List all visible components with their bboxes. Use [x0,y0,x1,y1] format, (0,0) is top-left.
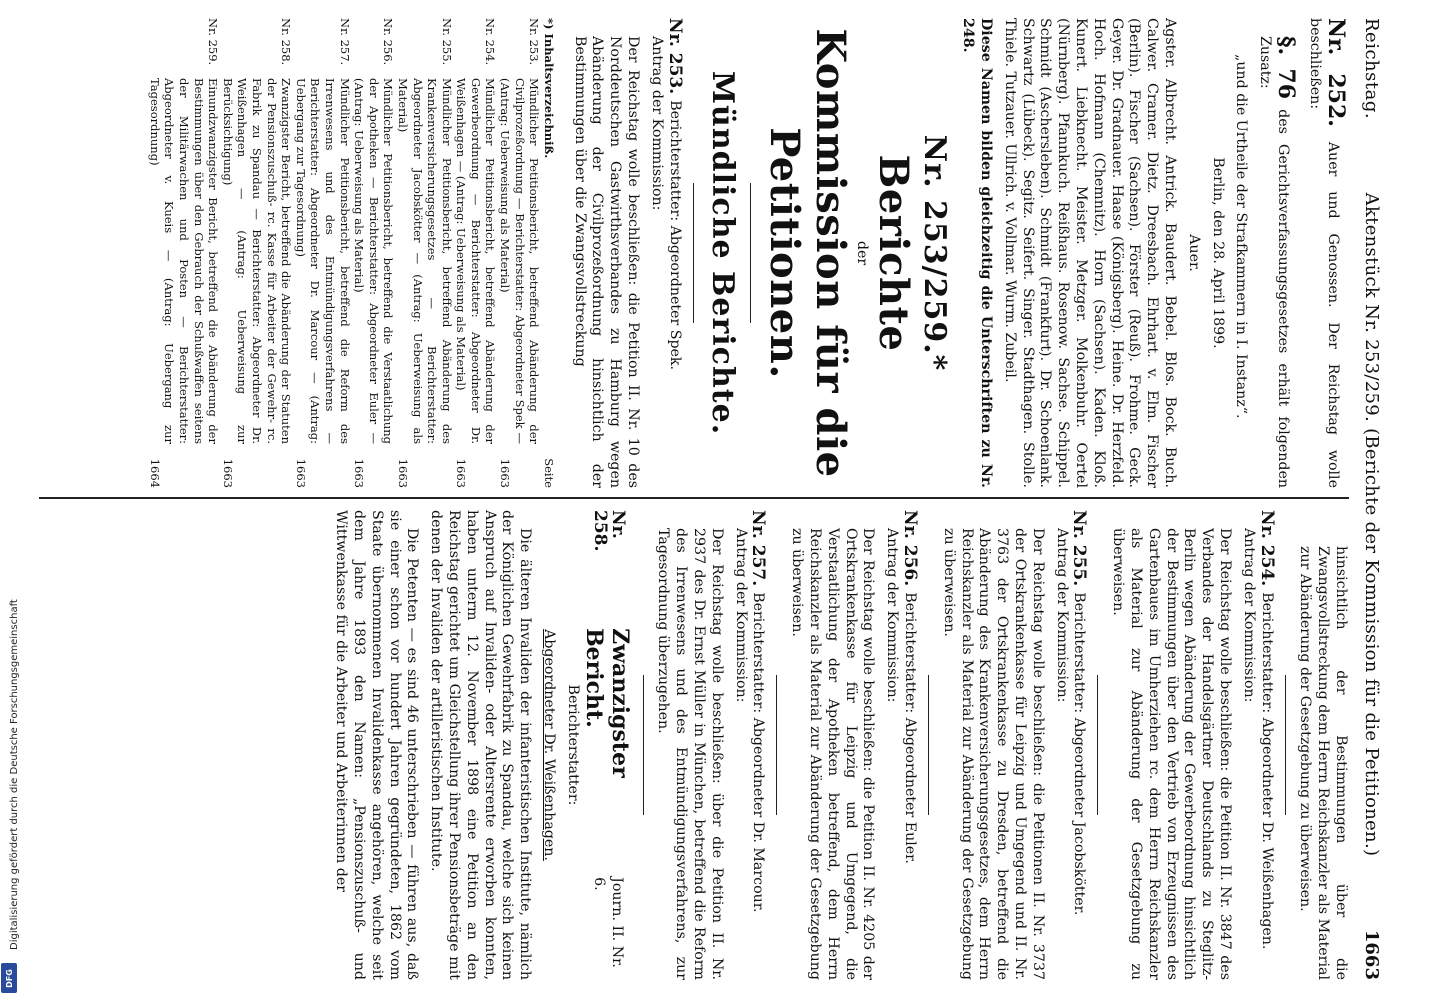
nr258-journal: Journ. II. Nr. 6. [590,877,625,968]
nr254-antrag: Antrag der Kommission: [1240,528,1257,703]
digitization-credit: Digitalisierung gefördert durch die Deutsche Forschungsgemeinschaft [9,599,20,950]
toc-number: Nr. 254. [483,18,498,66]
nr253-header [665,18,683,488]
toc-row [147,18,220,488]
nr254-header [1257,510,1275,980]
nr253-text: Der Reichstag wolle beschließen: die Petition II. Nr. 10 des Norddeutschen Gastwirthsverbandes zu Hamburg wegen Abänderung der Civilprozeßordnung hinsichtlich der Bestimmungen über die Zwangsvollstreckung [571,36,642,488]
kommission-title: Kommission für die Petitionen. [760,28,854,478]
para76-heading: §. 76 [1273,36,1300,100]
toc-row [220,18,293,488]
divider-rule-7 [643,675,644,815]
toc-row [293,18,351,488]
toc-page: 1663 [293,458,308,488]
toc-number: Nr. 258. [279,18,294,66]
toc-row [395,18,453,488]
toc-page: 1663 [220,458,235,488]
nr252-heading: Nr. 252. [1323,18,1349,127]
nr253-heading: Nr. 253. [664,18,685,95]
der-word: der [854,240,871,266]
nr255-heading: Nr. 255. [1069,510,1090,587]
para76-quote: „und die Urtheile der Strafkammern in I. Instanz“. [1233,54,1250,419]
toc-text: Mündlicher Petitionsbericht, betreffend Abänderung der Gewerbeordnung — Berichterstatter: Abgeordneter Dr. Weißenhagen — (Antrag: Ueberweisung als Material) [454,78,498,444]
toc-page: 1663 [454,458,469,488]
toc-text: Mündlicher Petitionsbericht, betreffend die Verstaatlichung der Apotheken — Berichterstatter: Abgeordneter Euler — (Antrag: Ueberweisung als Material) [352,78,396,444]
toc-text: Mündlicher Petitionsbericht, betreffend Abänderung des Krankenversicherungsgesetzes — Berichterstatter: Abgeordneter Jacobskötter — (Antrag: Ueberweisung als Material) [395,78,454,444]
divider-rule-4 [1097,675,1098,815]
nr257-header [749,510,767,980]
nr256-antrag: Antrag der Kommission: [884,528,901,703]
dfg-logo-text: DFG [4,968,14,988]
toc-title: *) Inhaltsverzeichniß. [541,18,556,159]
nr254-heading: Nr. 254. [1256,510,1277,587]
scanned-page [20,10,1395,990]
nr257-antrag: Antrag der Kommission: [732,528,749,703]
column-divider [39,497,1349,499]
place-date: Berlin, den 28. April 1899. [1209,157,1226,349]
nr252-intro [1305,18,1349,488]
toc-header [541,18,556,488]
nr258-paragraph-1: Die älteren Invaliden der infanteristischen Institute, nämlich der Königlichen Gewehrfabrik zu Spandau, welche sich keinen Anspruch auf Invaliden- oder Altersrente erworben konnten, haben unterm 12. November 1898 eine Petition an den Reichstag gerichtet um Gleichstellung ihrer Pensionsbeträge mit denen der Invaliden der artilleristischen Institute. [428,510,534,980]
nr256-heading: Nr. 256. [900,510,921,587]
nr258-header [581,510,633,980]
toc-row [498,18,542,488]
auer-signature: Auer. [1185,234,1202,272]
nr253-antrag: Antrag der Kommission: [648,36,665,211]
toc-text: Mündlicher Petitionsbericht, betreffend Abänderung der Civilprozeßordnung — Berichterstatter: Abgeordneter Spek — (Antrag: Ueberweisung als Material) [498,78,542,444]
toc-number: Nr. 257. [337,18,352,66]
toc-row [454,18,498,488]
toc-row [352,18,396,488]
nr254-reporter: Berichterstatter: Abgeordneter Dr. Weißenhagen. [1258,592,1275,950]
toc-seite: Seite [541,458,556,488]
nr257-heading: Nr. 257. [748,510,769,587]
berichte-title: Berichte [870,154,918,352]
divider-rule-3 [1285,675,1286,815]
para76-text: des Gerichtsverfassungsgesetzes erhält folgenden Zusatz: [1257,36,1292,488]
nr258-reporter: Abgeordneter Dr. Weißenhagen. [540,629,557,861]
toc-page: 1663 [395,458,410,488]
muendliche-berichte-heading: Mündliche Berichte. [704,70,740,436]
para76 [1255,18,1299,488]
toc-number: Nr. 259. [206,18,221,66]
toc-number: Nr. 255. [439,18,454,66]
toc-page: 1663 [352,458,367,488]
signatory-names: Agster. Albrecht. Antrick. Baudert. Bebel. Blos. Bock. Buch. Calwer. Cramer. Dietz. Dreesbach. Ehrhart. v. Elm. Fischer (Berlin). Fischer (Sachsen). Förster (Reuß). Frohme. Geck. Geyer. Dr. Gradnauer. Haase (Königsberg). Heine. Dr. Herzfeld. Hoch. Hofmann (Chemnitz). Horn (Sachsen). Kaden. Kloß. Kunert. Liebknecht. Meister. Metzger. Molkenbuhr. Oertel (Nürnberg). Pfannkuch. Reißhaus. Rosenow. Sachse. Schippel. Schmidt (Aschersleben). Schmidt (Frankfurt). Dr. Schoenlank. Schwartz (Lübeck). Segitz. Seifert. Singer. Stadthagen. Stolle. Thiele. Tutzauer. Ullrich. v. Vollmar. Wurm. Zubeil. [1001,18,1179,488]
page-number: 1663 [1360,929,1382,980]
nr255-header [1070,510,1088,980]
nr253-reporter: Berichterstatter: Abgeordneter Spek. [666,100,683,371]
signature-note: Diese Namen bilden gleichzeitig die Unterschriften zu Nr. 248. [960,18,995,488]
nr255-reporter: Berichterstatter: Abgeordneter Jacobskötter. [1071,592,1088,916]
nr256-text: Der Reichstag wolle beschließen: die Petition II. Nr. 4205 der Ortskrankenkasse für Leipzig und Umgegend, die Verstaatlichung der Apotheken betreffend, dem Herrn Reichskanzler als Material zur Abänderung der Gesetzgebung zu überweisen. [789,528,877,980]
nr256-header [900,510,921,980]
nr253-continuation: hinsichtlich der Bestimmungen über die Zwangsvollstreckung dem Herrn Reichskanzler als Material zur Abänderung der Gesetzgebung zu überweisen. [1297,546,1349,980]
divider-rule-6 [776,675,777,815]
dfg-logo [1,963,17,993]
nr256-reporter: Berichterstatter: Abgeordneter Euler. [902,592,919,864]
page-header [1355,18,1387,980]
nr258-reporter-label: Berichterstatter: [564,684,581,806]
right-column [29,510,1349,980]
nr258-heading: Nr. 258. [589,510,628,552]
toc-text: Einundzwanzigster Bericht, betreffend die Abänderung der Bestimmungen über den Gebrauch der Schußwaffen seitens der Militärwachen und Posten — Berichterstatter: Abgeordneter v. Kueis — (Antrag: Uebergang zur Tagesordnung) [147,78,221,444]
nr254-text: Der Reichstag wolle beschließen: die Petition II. Nr. 3847 des Verbandes der Handelsgärtner Deutschlands zu Steglitz-Berlin wegen Abänderung der Gewerbeordnung hinsichtlich der Bestimmungen über den Vertrieb von Erzeugnissen des Gartenbaues im Umherziehen rc. dem Herrn Reichskanzler als Material zur Abänderung der Gesetzgebung zu überweisen. [1110,528,1234,980]
toc-list [147,18,541,488]
left-column [29,18,1349,488]
toc-page: 1664 [147,458,162,488]
table-of-contents [147,18,556,488]
divider-rule-5 [928,675,929,815]
header-title: Aktenstück Nr. 253/259. (Berichte der Kommission für die Petitionen.) [1360,192,1382,857]
toc-number: Nr. 256. [381,18,396,66]
header-reichstag: Reichstag. [1360,18,1382,120]
nr258-paragraph-2: Die Petenten — es sind 46 unterschrieben — führen aus, daß sie einer schon vor hundert Jahren gegründeten, 1862 vom Staate übernommenen Invalidenkasse angehören, welche seit dem Jahre 1893 den Namen: „Pensionszuschuß- und Wittwenkasse für die Arbeiter und Arbeiterinnen der [333,510,421,980]
report-number-range: Nr. 253/259.* [917,134,953,372]
toc-text: Zwanzigster Bericht, betreffend die Abänderung der Statuten der Pensionszuschuß- rc. Kasse für Arbeiter der Gewehr- rc. Fabrik zu Spandau — Berichterstatter: Abgeordneter Dr. Weißenhagen — (Antrag: Ueberweisung zur Berücksichtigung) [220,78,294,444]
nr255-text: Der Reichstag wolle beschließen: die Petitionen II. Nr. 3737 der Ortskrankenkasse für Leipzig und Umgegend und II. Nr. 3763 der Ortskrankenkasse zu Dresden, betreffend die Abänderung des Krankenversicherungsgesetzes, dem Herrn Reichskanzler als Material zur Abänderung der Gesetzgebung zu überweisen. [940,528,1046,980]
nr257-text: Der Reichstag wolle beschließen: über die Petition II. Nr. 2937 des Dr. Ernst Müller in München, betreffend die Reform des Irrenwesens und des Entmündigungsverfahrens, zur Tagesordnung überzugehen. [655,528,725,980]
toc-number: Nr. 253. [527,18,542,66]
sidebar-credit [0,0,20,1000]
nr258-title: Zwanzigster Bericht. [580,628,633,778]
nr257-reporter: Berichterstatter: Abgeordneter Dr. Marcour. [750,592,767,913]
nr255-antrag: Antrag der Kommission: [1053,528,1070,703]
toc-text: Mündlicher Petitionsbericht, betreffend die Reform des Irrenwesens und des Entmündigungsverfahrens — Berichterstatter: Abgeordneter Dr. Marcour — (Antrag: Uebergang zur Tagesordnung) [293,78,352,444]
divider-rule [750,183,751,323]
divider-rule-2 [693,183,694,323]
toc-page: 1663 [498,458,513,488]
nr252-intro-text: Auer und Genossen. Der Reichstag wolle beschließen: [1307,18,1341,488]
